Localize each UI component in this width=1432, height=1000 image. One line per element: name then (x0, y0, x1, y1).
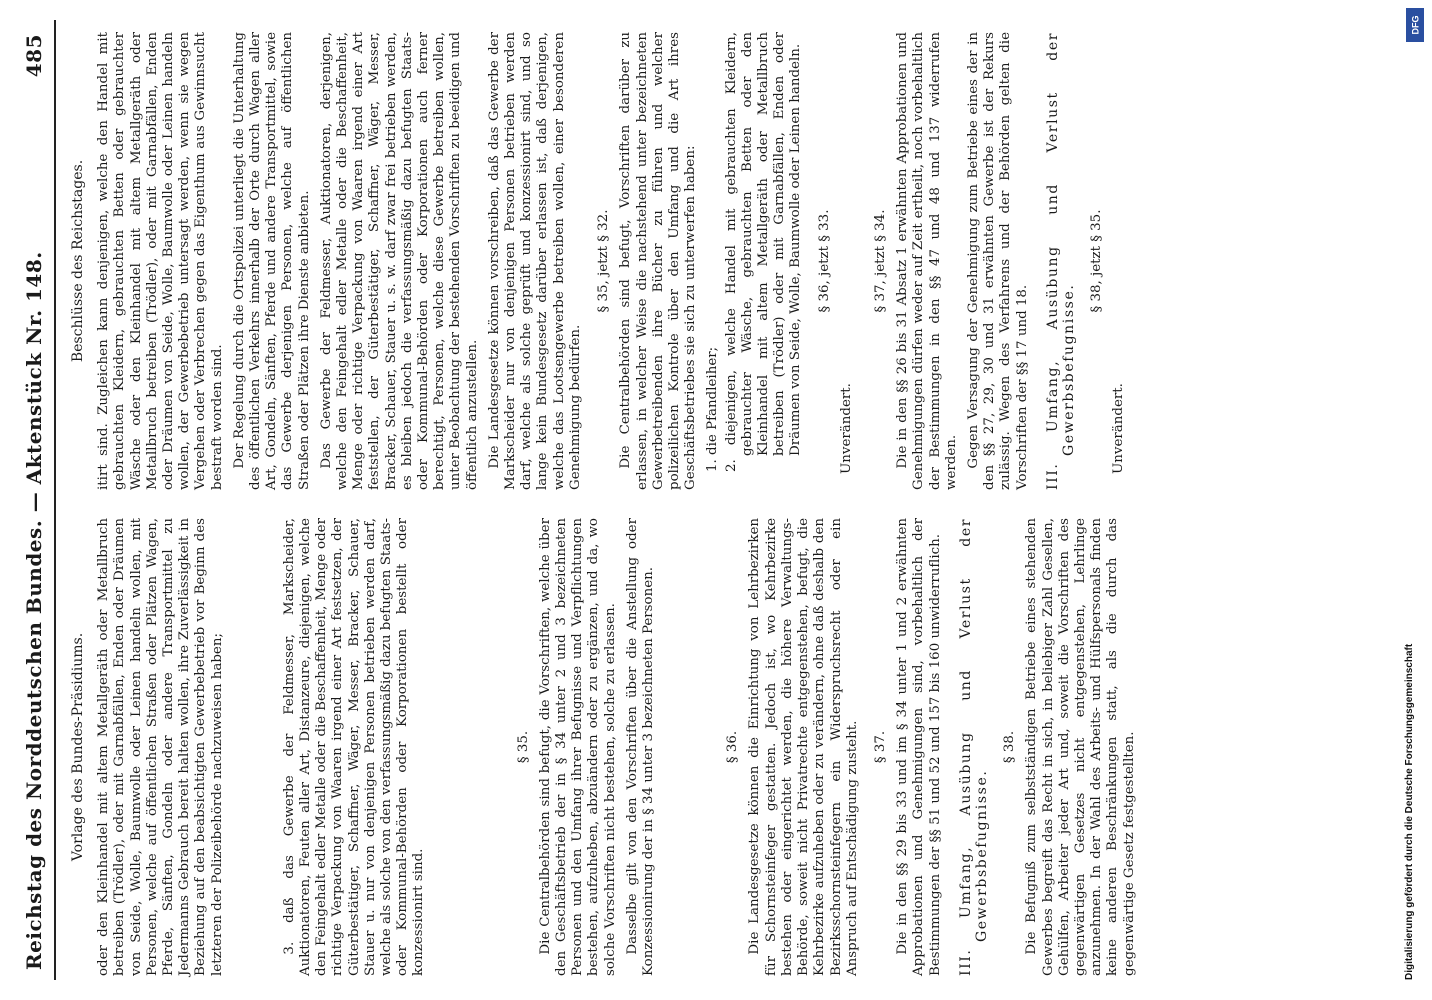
section-marker: § 36. (725, 730, 741, 764)
section-marker: § 36, jetzt § 33. (816, 209, 832, 313)
paragraph: Der Regelung durch die Ortspolizei unterliegt die Unterhaltung des öffentlichen Verkehrs innerhalb der Orte durch Wagen aller Art, Gondeln, Sänften, Pferde und andere Transportmittel, sowie das Gewerbe derjenigen Personen, welche auf öffentlichen Straßen oder Plätzen ihre Dienste anbieten. (231, 32, 312, 490)
left-column-heading: Vorlage des Bundes-Präsidiums. (70, 632, 86, 862)
paragraph: Die Landesgesetze können die Einrichtung von Lehrbezirken für Schornsteinfeger gestatten. Jedoch ist, wo Kehrbezirke bestehen oder eingerichtet werden, die höhere Verwaltungs-Behörde, soweit nicht Privatrechte entgegenstehen, befugt, die Kehrbezirke aufzuheben oder zu verändern, ohne daß deshalb den Bezirksschornsteinfegern ein Widerspruchsrecht oder ein Anspruch auf Entschädigung zusteht. (747, 518, 860, 976)
paragraph: Die Centralbehörden sind befugt, Vorschriften darüber zu erlassen, in welcher Weise die nachstehend unter bezeichneten Gewerbetreibenden ihre Bücher zu führen und welcher polizeilichen Kontrole über den Umfang und die Art ihres Geschäftsbetriebes sie sich zu unterwerfen haben: (618, 32, 699, 490)
rotated-print-area (8, 0, 1403, 1000)
right-column-heading: Beschlüsse des Reichstages. (70, 159, 86, 363)
dfg-logo (1406, 8, 1424, 42)
unchanged-note: Unverändert. (1111, 383, 1127, 474)
section-marker: § 35, jetzt § 32. (596, 209, 612, 313)
numbered-list (705, 32, 804, 490)
paragraph: Die Landesgesetze können vorschreiben, daß das Gewerbe der Markscheider nur von denjenigen Personen betrieben werden darf, welche als solche geprüft und konzessionirt sind, und so lange kein Bundesgesetz darüber erlassen ist, daß derjenigen, welche das Lootsengewerbe betreiben wollen, einer besonderen Genehmigung bedürfen. (486, 32, 583, 490)
paragraph: Gegen Versagung der Genehmigung zum Betriebe eines der in den §§ 27, 29, 30 und 31 erwähnten Gewerbe ist der Rekurs zulässig. Wegen des Verfahrens und der Behörden gelten die Vorschriften der §§ 17 und 18. (965, 32, 1030, 490)
credit-text: Digitalisierung gefördert durch die Deutsche Forschungsgemeinschaft (1404, 643, 1415, 980)
section-marker: § 37, jetzt § 34. (872, 209, 888, 313)
paragraph: itirt sind. Zugleichen kann denjenigen, welche den Handel mit gebrauchten Kleidern, gebrauchten Betten oder gebrauchter Wäsche oder den Kleinhandel mit altem Metallgeräth oder Metallbruch betreiben (Trödler), oder mit Garnabfällen, Enden oder Dräumen von Seide, Wolle, Baumwolle oder Leinen handeln wollen, der Gewerbebetrieb untersagt werden, wenn sie wegen Vergehen oder Verbrechen gegen das Eigenthum aus Gewinnsucht bestraft worden sind. (96, 32, 225, 490)
paragraph: Die Centralbehörden sind befugt, die Vorschriften, welche über den Geschäftsbetrieb der in § 34 unter 2 und 3 bezeichneten Personen und den Umfang ihrer Befugnisse und Verpflichtungen bestehen, aufzuheben, abzuändern oder zu ergänzen, und da, wo solche Vorschriften nicht bestehen, solche zu erlassen. (537, 518, 618, 976)
paragraph: Dasselbe gilt von den Vorschriften über die Anstellung oder Konzessionirung der in § 34 unter 3 bezeichneten Personen. (624, 518, 657, 976)
paragraph: Die in den §§ 29 bis 33 und im § 34 unter 1 und 2 erwähnten Approbationen und Genehmigungen sind, vorbehaltlich der Bestimmungen der §§ 51 und 52 und 157 bis 160 unwiderruflich. (895, 518, 943, 976)
section-marker: § 37. (872, 730, 888, 764)
paragraph: Die in den §§ 26 bis 31 Absatz 1 erwähnten Approbationen und Genehmigungen dürfen weder auf Zeit ertheilt, noch vorbehaltlich der Bestimmungen in den §§ 47 und 48 und 137 widerrufen werden. (895, 32, 959, 490)
digitization-credit (1404, 20, 1426, 980)
right-column (66, 32, 1146, 490)
paragraph: Die Befugniß zum selbstständigen Betriebe eines stehenden Gewerbes begreift das Recht in sich, in beliebiger Zahl Gesellen, Gehülfen, Arbeiter jeder Art und, soweit die Vorschriften des gegenwärtigen Gesetzes nicht entgegenstehen, Lehrlinge anzunehmen. In der Wahl des Arbeits- und Hülfspersonals finden keine anderen Beschränkungen statt, als die durch das gegenwärtige Gesetz festgestellten. (1024, 518, 1137, 976)
list-item: 1. die Pfandleiher; (705, 346, 721, 472)
paragraph: Das Gewerbe der Feldmesser, Auktionatoren, derjenigen, welche den Feingehalt edler Metalle oder die Beschaffenheit, Menge oder richtige Verpackung von Waaren irgend einer Art feststellen, der Güterbestätiger, Schaffner, Wäger, Messer, Bracker, Schauer, Stauer u. s. w. darf zwar frei betrieben werden, es bleiben jedoch die verfassungsmäßig dazu befugten Staats- oder Kommunal-Behörden oder Korporationen auch ferner berechtigt, Personen, welche diese Gewerbe betreiben wollen, unter Beobachtung der bestehenden Vorschriften zu beeidigen und öffentlich anzustellen. (318, 32, 480, 490)
left-column (66, 518, 1144, 976)
chapter-heading: III. Umfang, Ausübung und Verlust der Gewerbsbefugnisse. (1044, 32, 1077, 490)
section-marker: § 38. (1002, 730, 1018, 764)
list-item: 2. diejenigen, welche Handel mit gebrauchten Kleidern, gebrauchter Wäsche, gebrauchten Betten oder den Kleinhandel mit altem Metallgeräth oder Metallbruch betreiben (Trödler) oder mit Garnabfällen, Enden oder Dräumen von Seide, Wolle, Baumwolle oder Leinen handeln. (723, 32, 804, 472)
section-marker: § 35. (515, 730, 531, 764)
page-title: Reichstag des Norddeutschen Bundes. — Aktenstück Nr. 148. (22, 251, 46, 970)
paragraph: oder den Kleinhandel mit altem Metallgeräth oder Metallbruch betreiben (Trödler), oder mit Garnabfällen, Enden oder Dräumen von Seide, Wolle, Baumwolle oder Leinen handeln wollen, mit Personen, welche auf öffentlichen Straßen oder Plätzen Wagen, Pferde, Sänften, Gondeln oder andere Transportmittel zu Jedermanns Gebrauch bereit halten wollen, ihre Zuverlässigkeit in Beziehung auf den beabsichtigten Gewerbebetrieb vor Beginn des letzteren der Polizeibehörde nachzuweisen haben; (96, 518, 225, 976)
paragraph: 3. daß das Gewerbe der Feldmesser, Markscheider, Auktionatoren, Feuten aller Art, Distanzeure, diejenigen, welche den Feingehalt edler Metalle oder die Beschaffenheit, Menge oder richtige Verpackung von Waaren irgend einer Art festsetzen, der Güterbestätiger, Schaffner, Wäger, Messer, Bracker, Schauer, Stauer u. nur von denjenigen Personen betrieben werden darf, welche als solche von den verfassungsmäßig dazu befugten Staats- oder Kommunal-Behörden oder Korporationen bestellt oder konzessionirt sind. (281, 518, 427, 976)
dfg-logo-text: DFG (1410, 15, 1420, 35)
page-number: 485 (22, 34, 46, 78)
section-marker: § 38, jetzt § 35. (1089, 209, 1105, 313)
chapter-heading: III. Umfang, Ausübung und Verlust der Gewerbsbefugnisse. (957, 518, 990, 976)
unchanged-note: Unverändert. (838, 383, 854, 474)
page-header (14, 20, 56, 980)
